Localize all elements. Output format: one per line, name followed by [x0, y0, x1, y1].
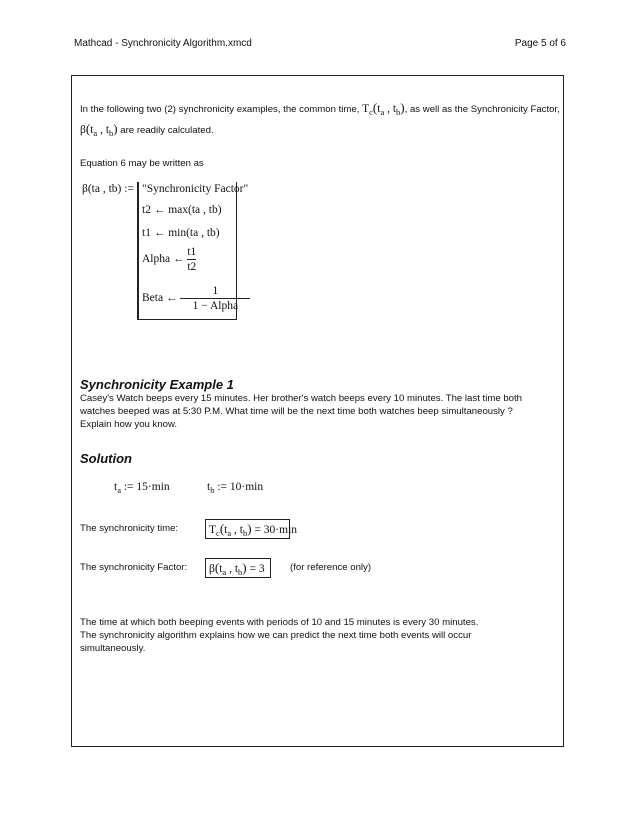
page-number: Page 5 of 6	[514, 38, 566, 49]
intro-text	[80, 101, 560, 119]
ta-definition: $t_a$ := 15·min	[114, 481, 170, 495]
example-1-heading: Synchronicity Example 1	[80, 377, 234, 392]
equation-6-text: Equation 6 may be written as	[80, 158, 204, 169]
closing-line-1: The time at which both beeping events with periods of 10 and 15 minutes is every 30 minutes.	[80, 617, 479, 628]
sync-time-result-box: $T_c(t_a$ , $t_b) = 30\cdot\min$	[205, 519, 290, 539]
example-1-line-1: Casey's Watch beeps every 15 minutes. Her brother's watch beeps every 10 minutes. The last time both	[80, 393, 522, 404]
closing-line-2: The synchronicity algorithm explains how we can predict the next time both events will occur	[80, 630, 472, 641]
program-block	[137, 182, 249, 320]
program-beta-line: Beta ← $\frac{1}{\text{1 − Alpha}}$	[142, 285, 250, 312]
program-string-line: "Synchronicity Factor"	[142, 183, 249, 195]
sync-factor-note: (for reference only)	[290, 562, 372, 573]
example-1-line-2: watches beeped was at 5:30 P.M. What time will be the next time both watches beep simultaneously ?	[80, 406, 513, 417]
intro-text-2	[80, 122, 214, 140]
sync-factor-label: The synchronicity Factor:	[80, 562, 188, 573]
intro-part1: In the following two (2) synchronicity examples, the common time,	[80, 104, 360, 115]
document-title: Mathcad - Synchronicity Algorithm.xmcd	[74, 38, 252, 49]
common-time-expression: $T_c(t_a$ , $t_b$)	[362, 100, 405, 117]
beta-definition: β(ta , tb) :=	[82, 183, 134, 195]
beta-fraction: $\frac{1}{\text{1 − Alpha}}$	[180, 285, 250, 312]
factor-expression: $\beta(t_a$ , $t_b$)	[80, 121, 118, 138]
intro-part3: are readily calculated.	[120, 125, 214, 136]
example-1-line-3: Explain how you know.	[80, 419, 178, 430]
intro-part2: , as well as the Synchronicity Factor,	[404, 104, 560, 115]
tb-definition: $t_b$ := 10·min	[207, 481, 264, 495]
sync-time-label: The synchronicity time:	[80, 523, 179, 534]
sync-factor-result-box: $\beta(t_a$ , $t_b) = 3$	[205, 558, 271, 578]
alpha-fraction: $\frac{t1}{t2}$	[187, 246, 197, 273]
program-t1-line: t1 ← min(ta , tb)	[142, 227, 220, 239]
program-t2-line: t2 ← max(ta , tb)	[142, 204, 222, 216]
program-alpha-line: Alpha ← $\frac{t1}{t2}$	[142, 246, 197, 273]
closing-line-3: simultaneously.	[80, 643, 146, 654]
solution-heading: Solution	[80, 451, 132, 466]
